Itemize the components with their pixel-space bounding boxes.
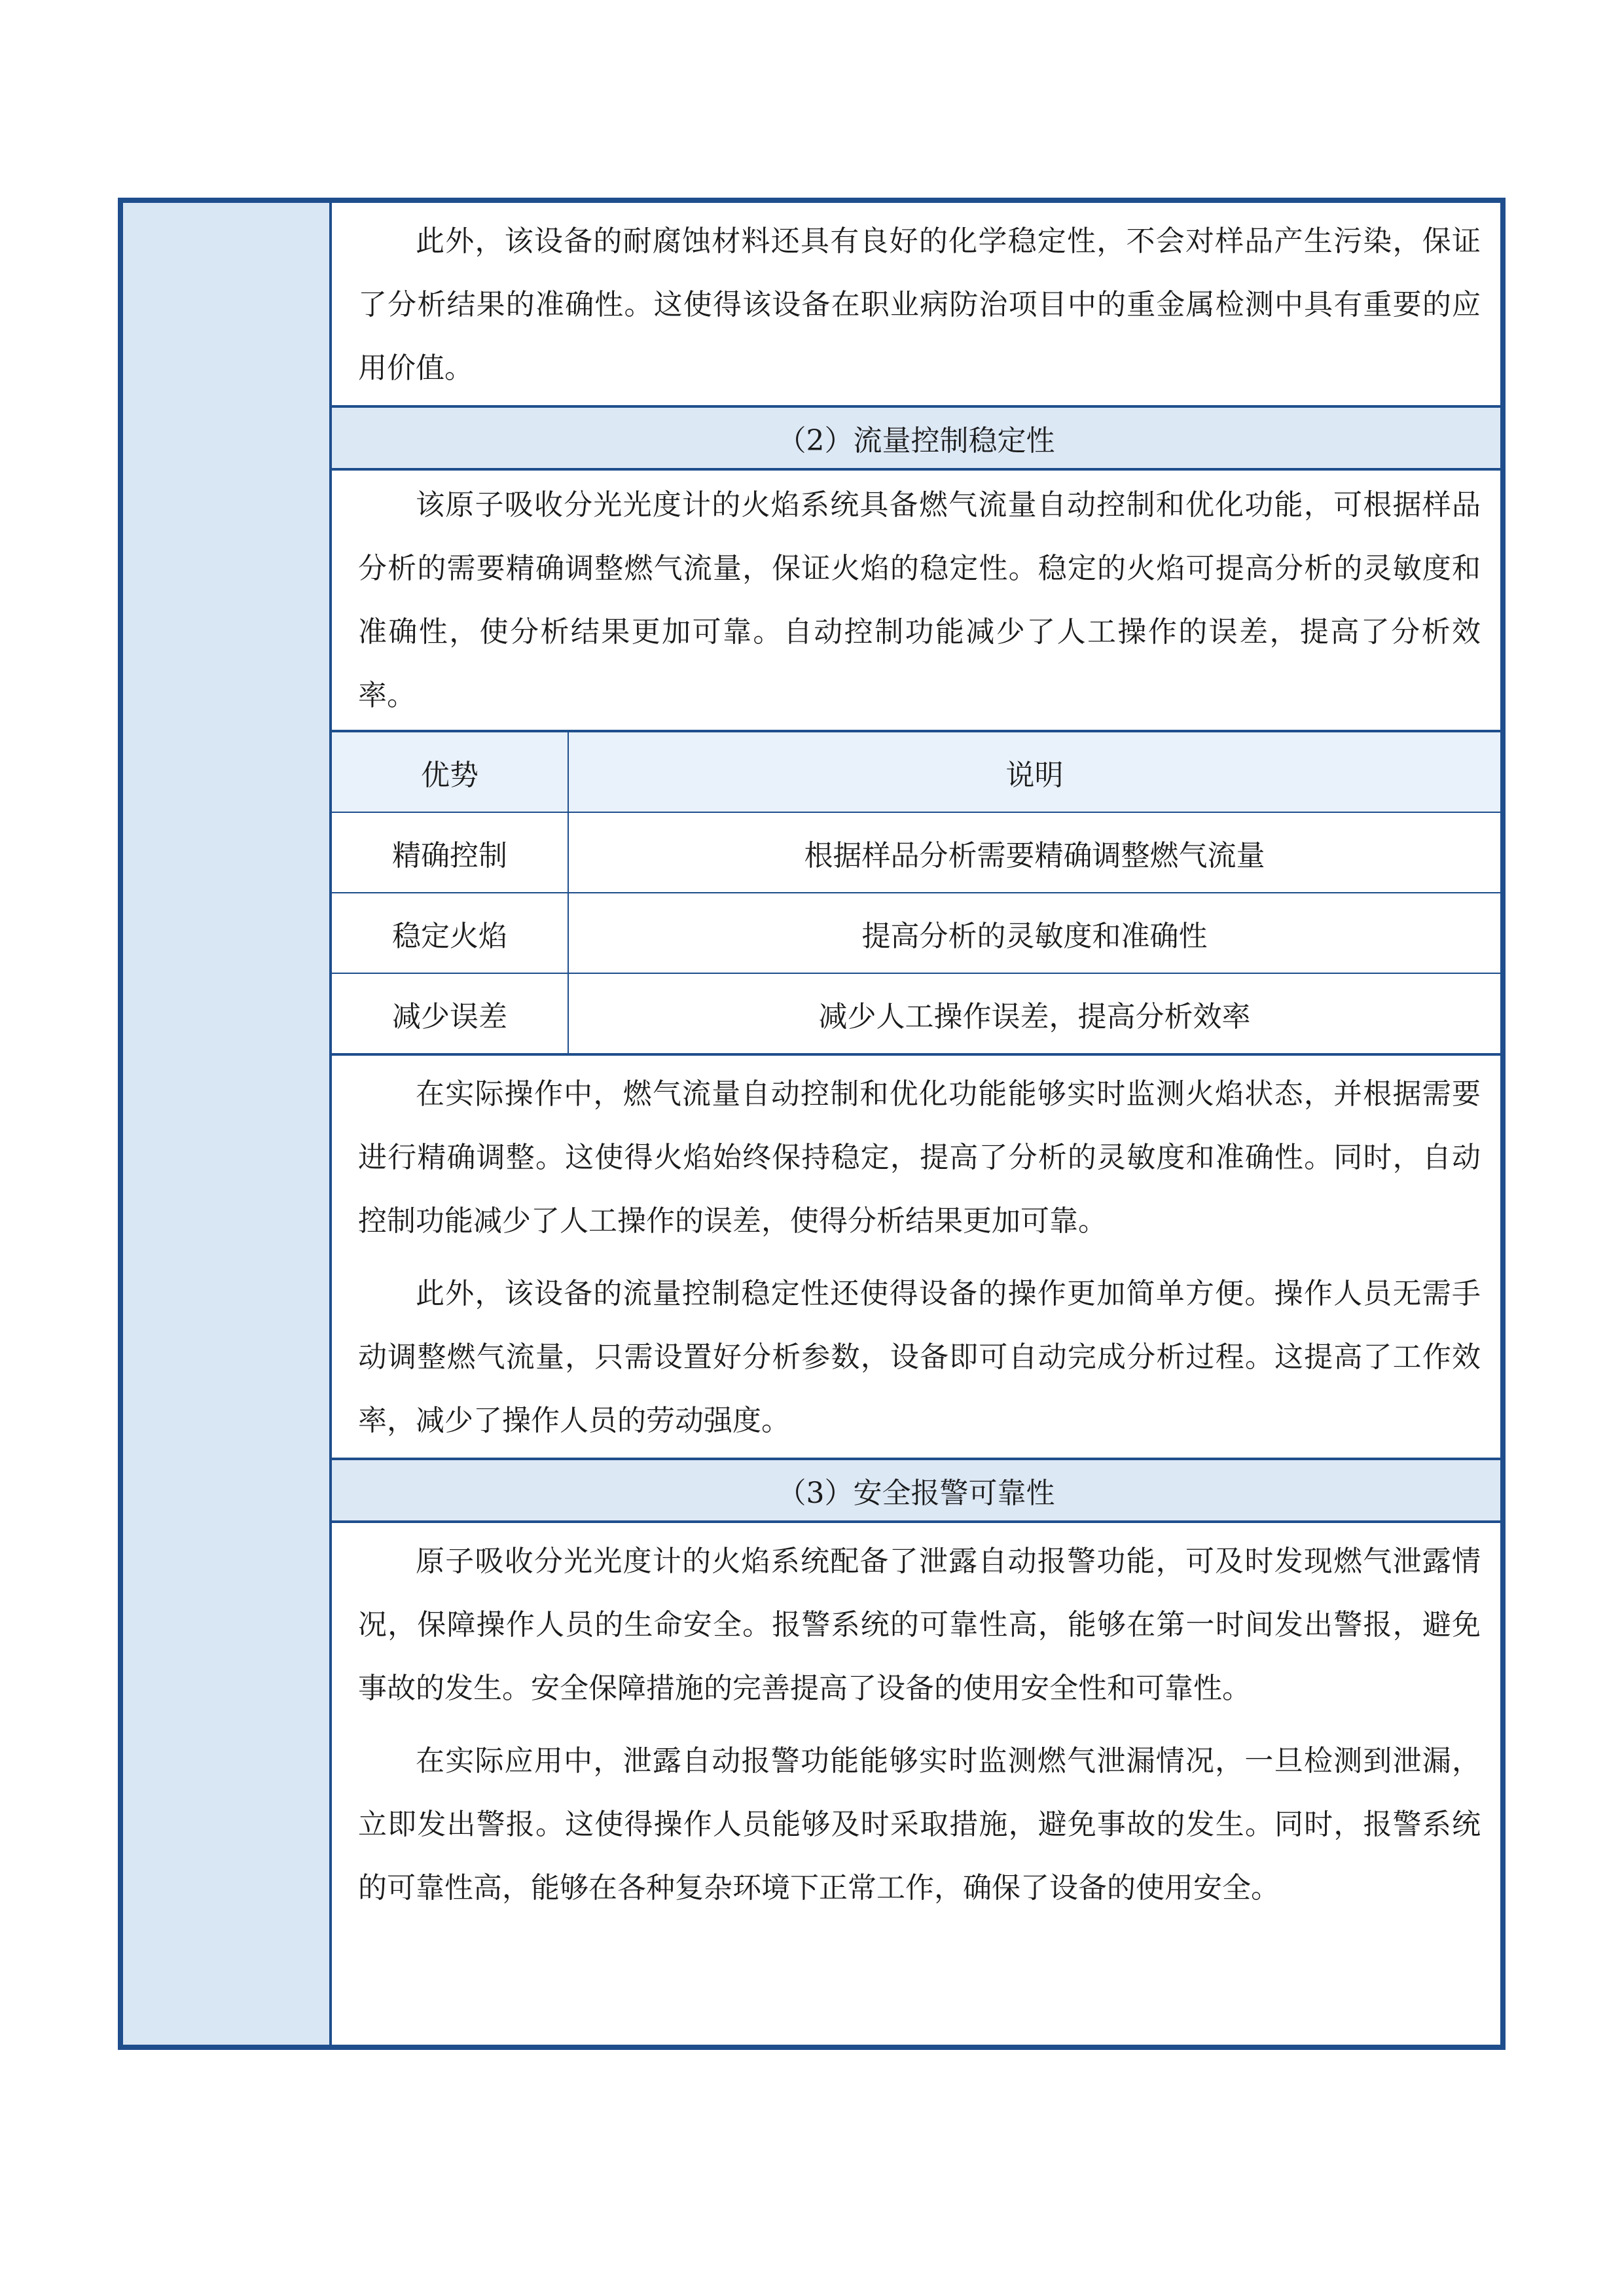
- table-cell: 提高分析的灵敏度和准确性: [568, 893, 1500, 973]
- sidebar-column: [123, 203, 332, 2045]
- table-header-cell: 优势: [332, 731, 568, 812]
- table-cell: 根据样品分析需要精确调整燃气流量: [568, 812, 1500, 893]
- section-heading: （2）流量控制稳定性: [332, 405, 1500, 468]
- paragraph: 此外，该设备的耐腐蚀材料还具有良好的化学稳定性，不会对样品产生污染，保证了分析结果的准确性。这使得该设备在职业病防治项目中的重金属检测中具有重要的应用价值。: [358, 224, 1481, 385]
- paragraph: 在实际操作中，燃气流量自动控制和优化功能能够实时监测火焰状态，并根据需要进行精确调整。这使得火焰始终保持稳定，提高了分析的灵敏度和准确性。同时，自动控制功能减少了人工操作的误差，使得分析结果更加可靠。: [358, 1077, 1481, 1238]
- section-top-body: [332, 203, 1500, 405]
- section3-body: [332, 1520, 1500, 1925]
- table-cell: 减少误差: [332, 973, 568, 1053]
- table-cell: 稳定火焰: [332, 893, 568, 973]
- paragraph: 此外，该设备的流量控制稳定性还使得设备的操作更加简单方便。操作人员无需手动调整燃气流量，只需设置好分析参数，设备即可自动完成分析过程。这提高了工作效率，减少了操作人员的劳动强度。: [358, 1277, 1481, 1437]
- paragraph: 在实际应用中，泄露自动报警功能能够实时监测燃气泄漏情况，一旦检测到泄漏，立即发出警报。这使得操作人员能够及时采取措施，避免事故的发生。同时，报警系统的可靠性高，能够在各种复杂环境下正常工作，确保了设备的使用安全。: [358, 1744, 1481, 1905]
- section2-intro: [332, 468, 1500, 730]
- advantages-table: [332, 730, 1500, 1053]
- section-heading: （3）安全报警可靠性: [332, 1458, 1500, 1520]
- table-row: [332, 973, 1500, 1053]
- section2-body: [332, 1053, 1500, 1458]
- table-header-row: [332, 731, 1500, 812]
- table-row: [332, 893, 1500, 973]
- paragraph: 该原子吸收分光光度计的火焰系统具备燃气流量自动控制和优化功能，可根据样品分析的需要精确调整燃气流量，保证火焰的稳定性。稳定的火焰可提高分析的灵敏度和准确性，使分析结果更加可靠。自动控制功能减少了人工操作的误差，提高了分析效率。: [358, 488, 1481, 712]
- paragraph: 原子吸收分光光度计的火焰系统配备了泄露自动报警功能，可及时发现燃气泄露情况，保障操作人员的生命安全。报警系统的可靠性高，能够在第一时间发出警报，避免事故的发生。安全保障措施的完善提高了设备的使用安全性和可靠性。: [358, 1545, 1481, 1705]
- document-frame: [118, 198, 1506, 2050]
- table-cell: 精确控制: [332, 812, 568, 893]
- table-cell: 减少人工操作误差，提高分析效率: [818, 999, 1251, 1033]
- table-header-cell: 说明: [568, 731, 1500, 812]
- content-column: [332, 203, 1500, 2045]
- table-row: [332, 812, 1500, 893]
